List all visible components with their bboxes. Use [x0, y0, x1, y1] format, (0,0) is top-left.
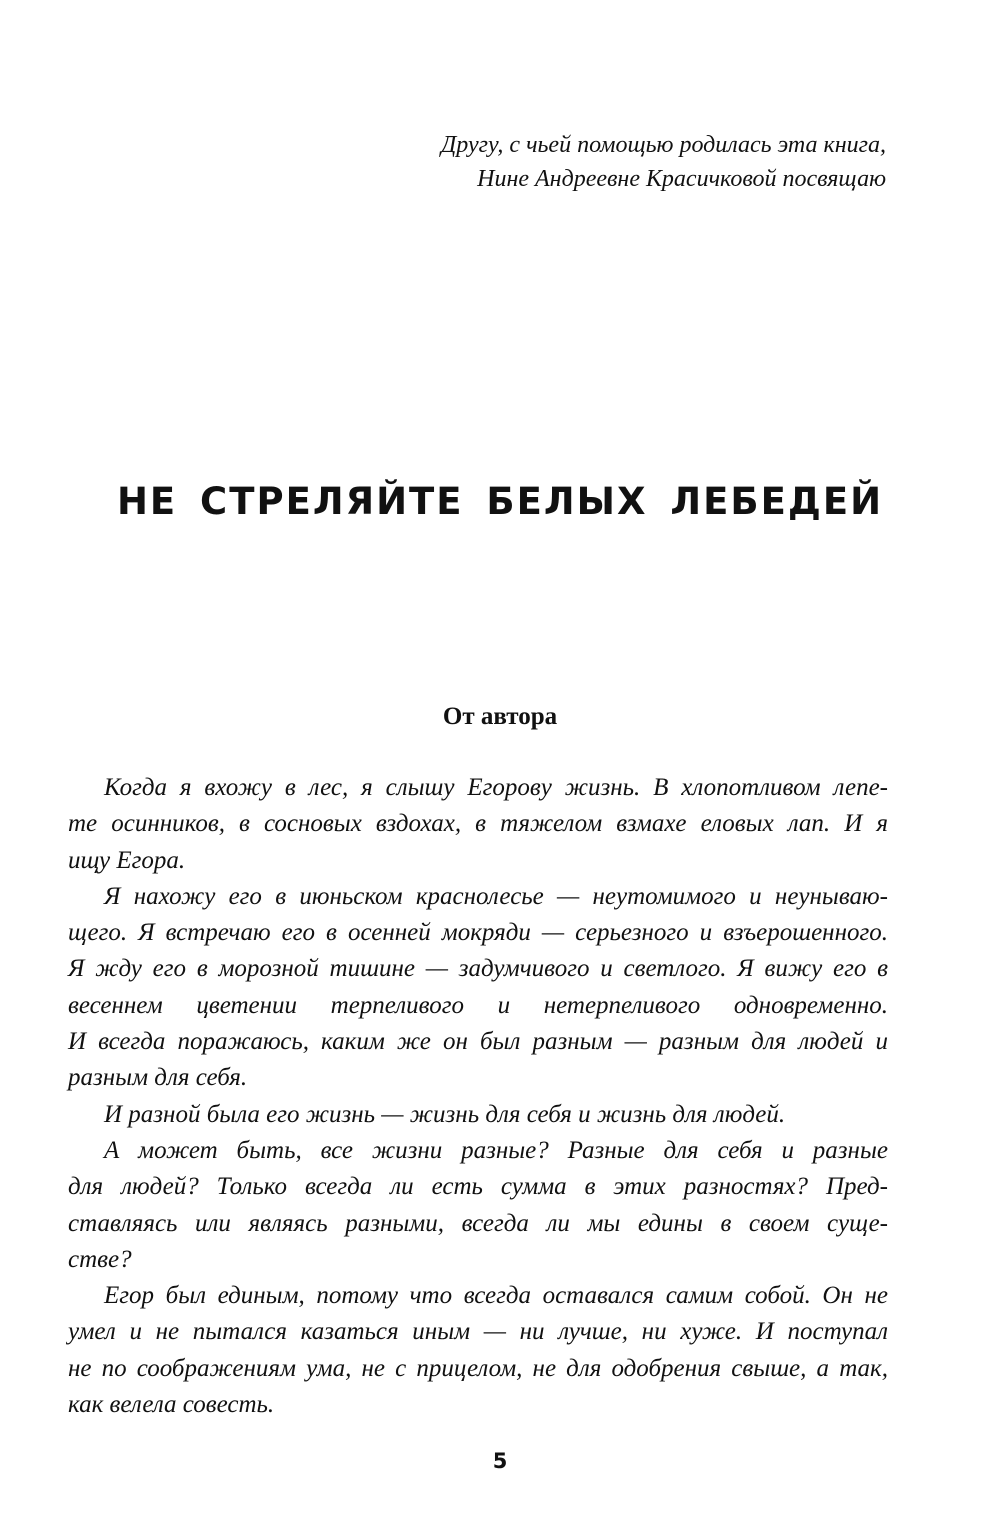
text-line: для людей? Только всегда ли есть сумма в этих разностях? Пред-: [68, 1173, 888, 1201]
page-number: 5: [492, 1449, 508, 1473]
dedication-line: Другу, с чьей помощью родилась эта книга,: [440, 132, 886, 158]
body-text: [68, 770, 888, 1423]
chapter-title: НЕ СТРЕЛЯЙТЕ БЕЛЫХ ЛЕБЕДЕЙ: [116, 480, 884, 523]
text-line: разным для себя.: [68, 1064, 248, 1092]
text-line: Когда я вхожу в лес, я слышу Егорову жизнь. В хлопотливом лепе-: [104, 774, 888, 801]
text-line: как велела совесть.: [68, 1391, 275, 1419]
text-line: Я нахожу его в июньском краснолесье — неутомимого и неунываю-: [104, 882, 888, 910]
text-line: щего. Я встречаю его в осенней мокряди — серьезного и взъерошенного.: [68, 919, 888, 947]
text-line: А может быть, все жизни разные? Разные для себя и разные: [104, 1136, 888, 1164]
text-line: те осинников, в сосновых вздохах, в тяжелом взмахе еловых лап. И я: [68, 810, 888, 838]
dedication-line: Нине Андреевне Красичковой посвящаю: [477, 166, 886, 192]
text-line: стве?: [68, 1245, 132, 1273]
section-heading: От автора: [442, 703, 558, 730]
text-line: ставляясь или являясь разными, всегда ли мы едины в своем суще-: [68, 1209, 888, 1237]
text-line: весеннем цветении терпеливого и нетерпеливого одновременно.: [68, 991, 888, 1019]
dedication: [186, 128, 886, 196]
text-line: Я жду его в морозной тишине — задумчивого и светлого. Я вижу его в: [68, 955, 888, 983]
text-line: И всегда поражаюсь, каким же он был разным — разным для людей и: [68, 1028, 888, 1056]
text-line: Егор был единым, потому что всегда оставался самим собой. Он не: [104, 1282, 888, 1310]
text-line: ищу Егора.: [68, 846, 186, 874]
text-line: И разной была его жизнь — жизнь для себя и жизнь для людей.: [104, 1100, 786, 1128]
text-line: умел и не пытался казаться иным — ни лучше, ни хуже. И поступал: [68, 1318, 888, 1346]
text-line: не по соображениям ума, не с прицелом, не для одобрения свыше, а так,: [68, 1354, 888, 1382]
